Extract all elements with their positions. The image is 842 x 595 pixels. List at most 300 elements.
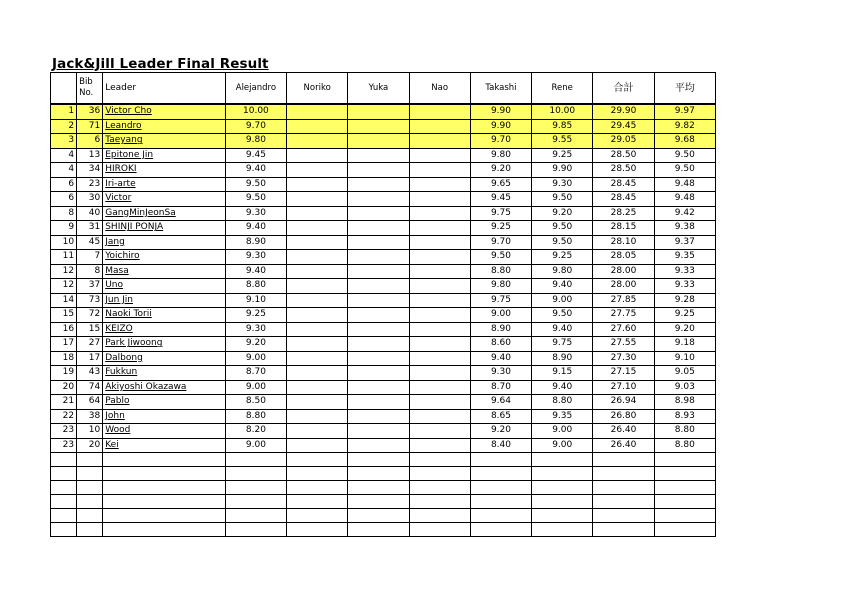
empty-cell bbox=[103, 481, 226, 495]
empty-cell bbox=[225, 523, 286, 537]
empty-cell bbox=[593, 495, 654, 509]
results-table bbox=[50, 72, 716, 537]
total-cell: 28.45 bbox=[593, 177, 654, 192]
score-alejandro-cell: 9.40 bbox=[225, 264, 286, 279]
empty-cell bbox=[654, 509, 715, 523]
leader-name-cell: HIROKI bbox=[103, 163, 226, 178]
empty-cell bbox=[51, 509, 77, 523]
empty-cell bbox=[654, 481, 715, 495]
leader-name-cell: Yoichiro bbox=[103, 250, 226, 265]
score-noriko-cell bbox=[287, 206, 348, 221]
rank-cell: 14 bbox=[51, 293, 77, 308]
rank-cell: 12 bbox=[51, 279, 77, 294]
bib-cell: 73 bbox=[77, 293, 103, 308]
leader-name-cell: Epitone Jin bbox=[103, 148, 226, 163]
table-row bbox=[51, 395, 716, 410]
score-noriko-cell bbox=[287, 235, 348, 250]
score-alejandro-cell: 9.50 bbox=[225, 177, 286, 192]
score-nao-cell bbox=[409, 438, 470, 453]
empty-cell bbox=[593, 481, 654, 495]
leader-name-cell: Naoki Torii bbox=[103, 308, 226, 323]
empty-row bbox=[51, 467, 716, 481]
score-alejandro-cell: 9.30 bbox=[225, 206, 286, 221]
score-rene-cell: 9.90 bbox=[532, 163, 593, 178]
score-yuka-cell bbox=[348, 409, 409, 424]
score-alejandro-cell: 9.40 bbox=[225, 221, 286, 236]
total-cell: 27.10 bbox=[593, 380, 654, 395]
score-yuka-cell bbox=[348, 351, 409, 366]
bib-cell: 34 bbox=[77, 163, 103, 178]
score-alejandro-cell: 8.70 bbox=[225, 366, 286, 381]
score-takashi-cell: 9.65 bbox=[470, 177, 531, 192]
score-noriko-cell bbox=[287, 409, 348, 424]
score-alejandro-cell: 9.30 bbox=[225, 250, 286, 265]
average-cell: 9.68 bbox=[654, 134, 715, 149]
score-nao-cell bbox=[409, 424, 470, 439]
empty-cell bbox=[409, 453, 470, 467]
bib-cell: 71 bbox=[77, 119, 103, 134]
empty-cell bbox=[77, 481, 103, 495]
empty-cell bbox=[470, 523, 531, 537]
score-noriko-cell bbox=[287, 134, 348, 149]
score-takashi-cell: 8.60 bbox=[470, 337, 531, 352]
rank-cell: 3 bbox=[51, 134, 77, 149]
table-row bbox=[51, 322, 716, 337]
bib-cell: 38 bbox=[77, 409, 103, 424]
table-row bbox=[51, 293, 716, 308]
bib-cell: 8 bbox=[77, 264, 103, 279]
empty-cell bbox=[77, 509, 103, 523]
empty-cell bbox=[225, 453, 286, 467]
bib-cell: 43 bbox=[77, 366, 103, 381]
score-alejandro-cell: 9.80 bbox=[225, 134, 286, 149]
bib-cell: 6 bbox=[77, 134, 103, 149]
empty-cell bbox=[103, 453, 226, 467]
score-nao-cell bbox=[409, 308, 470, 323]
total-cell: 28.10 bbox=[593, 235, 654, 250]
empty-cell bbox=[348, 453, 409, 467]
table-row bbox=[51, 380, 716, 395]
score-rene-cell: 9.40 bbox=[532, 380, 593, 395]
average-cell: 9.33 bbox=[654, 279, 715, 294]
rank-cell: 19 bbox=[51, 366, 77, 381]
score-takashi-cell: 8.80 bbox=[470, 264, 531, 279]
score-noriko-cell bbox=[287, 177, 348, 192]
empty-cell bbox=[103, 523, 226, 537]
score-yuka-cell bbox=[348, 337, 409, 352]
score-nao-cell bbox=[409, 293, 470, 308]
empty-row bbox=[51, 495, 716, 509]
table-row bbox=[51, 177, 716, 192]
empty-cell bbox=[593, 523, 654, 537]
score-nao-cell bbox=[409, 250, 470, 265]
empty-cell bbox=[103, 495, 226, 509]
rank-cell: 15 bbox=[51, 308, 77, 323]
empty-cell bbox=[532, 467, 593, 481]
empty-cell bbox=[470, 453, 531, 467]
score-takashi-cell: 9.30 bbox=[470, 366, 531, 381]
leader-name-cell: Kei bbox=[103, 438, 226, 453]
table-row bbox=[51, 279, 716, 294]
score-alejandro-cell: 9.10 bbox=[225, 293, 286, 308]
leader-name-cell: Dalbong bbox=[103, 351, 226, 366]
score-nao-cell bbox=[409, 351, 470, 366]
table-row bbox=[51, 438, 716, 453]
rank-cell: 2 bbox=[51, 119, 77, 134]
judge-header-rene: Rene bbox=[532, 73, 593, 105]
score-takashi-cell: 9.45 bbox=[470, 192, 531, 207]
score-alejandro-cell: 8.50 bbox=[225, 395, 286, 410]
score-nao-cell bbox=[409, 163, 470, 178]
score-yuka-cell bbox=[348, 424, 409, 439]
empty-cell bbox=[348, 523, 409, 537]
average-cell: 9.50 bbox=[654, 148, 715, 163]
score-nao-cell bbox=[409, 206, 470, 221]
score-yuka-cell bbox=[348, 322, 409, 337]
score-yuka-cell bbox=[348, 366, 409, 381]
table-row bbox=[51, 337, 716, 352]
score-rene-cell: 9.50 bbox=[532, 308, 593, 323]
empty-cell bbox=[77, 523, 103, 537]
score-noriko-cell bbox=[287, 438, 348, 453]
total-cell: 28.50 bbox=[593, 163, 654, 178]
empty-cell bbox=[654, 467, 715, 481]
leader-name-cell: Masa bbox=[103, 264, 226, 279]
score-rene-cell: 8.80 bbox=[532, 395, 593, 410]
score-rene-cell: 9.00 bbox=[532, 438, 593, 453]
score-rene-cell: 9.50 bbox=[532, 192, 593, 207]
score-noriko-cell bbox=[287, 104, 348, 119]
page-title: Jack&Jill Leader Final Result bbox=[52, 56, 269, 72]
score-rene-cell: 9.00 bbox=[532, 424, 593, 439]
empty-row bbox=[51, 453, 716, 467]
empty-cell bbox=[287, 481, 348, 495]
total-cell: 28.50 bbox=[593, 148, 654, 163]
score-alejandro-cell: 9.00 bbox=[225, 380, 286, 395]
average-header: 平均 bbox=[654, 73, 715, 105]
score-yuka-cell bbox=[348, 250, 409, 265]
empty-cell bbox=[532, 481, 593, 495]
score-yuka-cell bbox=[348, 177, 409, 192]
empty-cell bbox=[348, 495, 409, 509]
score-noriko-cell bbox=[287, 366, 348, 381]
rank-cell: 22 bbox=[51, 409, 77, 424]
empty-cell bbox=[593, 453, 654, 467]
table-row bbox=[51, 250, 716, 265]
score-takashi-cell: 9.70 bbox=[470, 235, 531, 250]
bib-cell: 30 bbox=[77, 192, 103, 207]
score-takashi-cell: 9.80 bbox=[470, 148, 531, 163]
score-noriko-cell bbox=[287, 424, 348, 439]
score-nao-cell bbox=[409, 221, 470, 236]
leader-name-cell: Jang bbox=[103, 235, 226, 250]
empty-cell bbox=[348, 509, 409, 523]
judge-header-alejandro: Alejandro bbox=[225, 73, 286, 105]
average-cell: 9.97 bbox=[654, 104, 715, 119]
empty-cell bbox=[532, 495, 593, 509]
leader-name-cell: Victor bbox=[103, 192, 226, 207]
total-cell: 28.45 bbox=[593, 192, 654, 207]
score-nao-cell bbox=[409, 279, 470, 294]
total-cell: 29.05 bbox=[593, 134, 654, 149]
score-rene-cell: 9.30 bbox=[532, 177, 593, 192]
table-row bbox=[51, 235, 716, 250]
empty-cell bbox=[470, 495, 531, 509]
leader-name-cell: Akiyoshi Okazawa bbox=[103, 380, 226, 395]
judge-header-nao: Nao bbox=[409, 73, 470, 105]
total-cell: 28.00 bbox=[593, 279, 654, 294]
score-alejandro-cell: 8.20 bbox=[225, 424, 286, 439]
empty-cell bbox=[287, 467, 348, 481]
leader-name-cell: Park Jiwoong bbox=[103, 337, 226, 352]
average-cell: 8.93 bbox=[654, 409, 715, 424]
score-noriko-cell bbox=[287, 192, 348, 207]
leader-name-cell: Taeyang bbox=[103, 134, 226, 149]
rank-cell: 20 bbox=[51, 380, 77, 395]
score-nao-cell bbox=[409, 235, 470, 250]
leader-name-cell: Uno bbox=[103, 279, 226, 294]
average-cell: 8.80 bbox=[654, 438, 715, 453]
score-alejandro-cell: 9.20 bbox=[225, 337, 286, 352]
score-nao-cell bbox=[409, 366, 470, 381]
rank-cell: 1 bbox=[51, 104, 77, 119]
bib-cell: 15 bbox=[77, 322, 103, 337]
score-takashi-cell: 9.70 bbox=[470, 134, 531, 149]
score-noriko-cell bbox=[287, 264, 348, 279]
average-cell: 9.25 bbox=[654, 308, 715, 323]
leader-name-cell: GangMinJeonSa bbox=[103, 206, 226, 221]
score-yuka-cell bbox=[348, 134, 409, 149]
table-row bbox=[51, 366, 716, 381]
bib-header: Bib No. bbox=[77, 73, 103, 105]
score-alejandro-cell: 9.70 bbox=[225, 119, 286, 134]
score-takashi-cell: 9.64 bbox=[470, 395, 531, 410]
score-takashi-cell: 9.80 bbox=[470, 279, 531, 294]
score-alejandro-cell: 8.80 bbox=[225, 279, 286, 294]
score-yuka-cell bbox=[348, 293, 409, 308]
table-row bbox=[51, 192, 716, 207]
score-noriko-cell bbox=[287, 337, 348, 352]
table-row bbox=[51, 351, 716, 366]
total-cell: 27.15 bbox=[593, 366, 654, 381]
empty-cell bbox=[287, 523, 348, 537]
score-nao-cell bbox=[409, 134, 470, 149]
average-cell: 9.10 bbox=[654, 351, 715, 366]
leader-name-cell: John bbox=[103, 409, 226, 424]
score-yuka-cell bbox=[348, 395, 409, 410]
score-nao-cell bbox=[409, 322, 470, 337]
table-row bbox=[51, 148, 716, 163]
empty-cell bbox=[225, 495, 286, 509]
average-cell: 9.50 bbox=[654, 163, 715, 178]
empty-cell bbox=[470, 467, 531, 481]
score-alejandro-cell: 9.00 bbox=[225, 438, 286, 453]
bib-cell: 74 bbox=[77, 380, 103, 395]
score-rene-cell: 8.90 bbox=[532, 351, 593, 366]
average-cell: 9.37 bbox=[654, 235, 715, 250]
bib-cell: 45 bbox=[77, 235, 103, 250]
score-nao-cell bbox=[409, 177, 470, 192]
score-noriko-cell bbox=[287, 322, 348, 337]
leader-name-cell: Victor Cho bbox=[103, 104, 226, 119]
average-cell: 9.82 bbox=[654, 119, 715, 134]
bib-cell: 37 bbox=[77, 279, 103, 294]
rank-cell: 16 bbox=[51, 322, 77, 337]
score-yuka-cell bbox=[348, 380, 409, 395]
score-rene-cell: 9.85 bbox=[532, 119, 593, 134]
rank-cell: 18 bbox=[51, 351, 77, 366]
total-cell: 28.05 bbox=[593, 250, 654, 265]
score-rene-cell: 9.40 bbox=[532, 322, 593, 337]
average-cell: 8.80 bbox=[654, 424, 715, 439]
average-cell: 9.38 bbox=[654, 221, 715, 236]
leader-header: Leader bbox=[103, 73, 226, 105]
bib-cell: 64 bbox=[77, 395, 103, 410]
score-takashi-cell: 9.25 bbox=[470, 221, 531, 236]
score-yuka-cell bbox=[348, 104, 409, 119]
table-row bbox=[51, 424, 716, 439]
score-nao-cell bbox=[409, 337, 470, 352]
average-cell: 9.42 bbox=[654, 206, 715, 221]
score-noriko-cell bbox=[287, 221, 348, 236]
leader-name-cell: SHINJI PONJA bbox=[103, 221, 226, 236]
score-takashi-cell: 8.70 bbox=[470, 380, 531, 395]
rank-cell: 21 bbox=[51, 395, 77, 410]
score-nao-cell bbox=[409, 192, 470, 207]
rank-cell: 8 bbox=[51, 206, 77, 221]
total-cell: 28.15 bbox=[593, 221, 654, 236]
bib-cell: 72 bbox=[77, 308, 103, 323]
leader-name-cell: Fukkun bbox=[103, 366, 226, 381]
score-yuka-cell bbox=[348, 438, 409, 453]
score-rene-cell: 9.35 bbox=[532, 409, 593, 424]
score-takashi-cell: 9.50 bbox=[470, 250, 531, 265]
empty-cell bbox=[348, 481, 409, 495]
empty-cell bbox=[287, 453, 348, 467]
score-yuka-cell bbox=[348, 235, 409, 250]
rank-header bbox=[51, 73, 77, 105]
score-nao-cell bbox=[409, 380, 470, 395]
score-yuka-cell bbox=[348, 308, 409, 323]
average-cell: 8.98 bbox=[654, 395, 715, 410]
leader-name-cell: KEIZO bbox=[103, 322, 226, 337]
score-rene-cell: 9.55 bbox=[532, 134, 593, 149]
bib-cell: 13 bbox=[77, 148, 103, 163]
empty-cell bbox=[470, 509, 531, 523]
score-yuka-cell bbox=[348, 264, 409, 279]
empty-cell bbox=[409, 523, 470, 537]
total-cell: 27.85 bbox=[593, 293, 654, 308]
total-cell: 28.00 bbox=[593, 264, 654, 279]
score-rene-cell: 9.15 bbox=[532, 366, 593, 381]
empty-cell bbox=[225, 467, 286, 481]
empty-cell bbox=[287, 509, 348, 523]
total-cell: 26.94 bbox=[593, 395, 654, 410]
empty-cell bbox=[409, 481, 470, 495]
score-rene-cell: 9.40 bbox=[532, 279, 593, 294]
empty-cell bbox=[593, 467, 654, 481]
table-row bbox=[51, 409, 716, 424]
table-row bbox=[51, 221, 716, 236]
bib-cell: 17 bbox=[77, 351, 103, 366]
leader-name-cell: Wood bbox=[103, 424, 226, 439]
empty-cell bbox=[103, 509, 226, 523]
average-cell: 9.18 bbox=[654, 337, 715, 352]
rank-cell: 12 bbox=[51, 264, 77, 279]
score-alejandro-cell: 9.45 bbox=[225, 148, 286, 163]
score-noriko-cell bbox=[287, 250, 348, 265]
score-noriko-cell bbox=[287, 293, 348, 308]
empty-cell bbox=[409, 495, 470, 509]
score-rene-cell: 9.20 bbox=[532, 206, 593, 221]
average-cell: 9.48 bbox=[654, 192, 715, 207]
average-cell: 9.48 bbox=[654, 177, 715, 192]
score-rene-cell: 9.50 bbox=[532, 235, 593, 250]
score-yuka-cell bbox=[348, 279, 409, 294]
score-yuka-cell bbox=[348, 206, 409, 221]
empty-cell bbox=[225, 509, 286, 523]
score-alejandro-cell: 9.25 bbox=[225, 308, 286, 323]
score-alejandro-cell: 10.00 bbox=[225, 104, 286, 119]
score-noriko-cell bbox=[287, 148, 348, 163]
score-takashi-cell: 8.40 bbox=[470, 438, 531, 453]
leader-name-cell: Iri-arte bbox=[103, 177, 226, 192]
rank-cell: 17 bbox=[51, 337, 77, 352]
average-cell: 9.20 bbox=[654, 322, 715, 337]
empty-cell bbox=[654, 453, 715, 467]
total-cell: 26.40 bbox=[593, 438, 654, 453]
header-row bbox=[51, 73, 716, 105]
empty-cell bbox=[287, 495, 348, 509]
judge-header-takashi: Takashi bbox=[470, 73, 531, 105]
empty-cell bbox=[470, 481, 531, 495]
score-takashi-cell: 9.75 bbox=[470, 206, 531, 221]
table-row bbox=[51, 134, 716, 149]
table-row bbox=[51, 163, 716, 178]
total-cell: 28.25 bbox=[593, 206, 654, 221]
score-takashi-cell: 9.90 bbox=[470, 104, 531, 119]
score-nao-cell bbox=[409, 395, 470, 410]
score-yuka-cell bbox=[348, 221, 409, 236]
score-yuka-cell bbox=[348, 163, 409, 178]
score-noriko-cell bbox=[287, 308, 348, 323]
score-yuka-cell bbox=[348, 192, 409, 207]
rank-cell: 4 bbox=[51, 163, 77, 178]
rank-cell: 23 bbox=[51, 424, 77, 439]
empty-cell bbox=[77, 453, 103, 467]
score-nao-cell bbox=[409, 409, 470, 424]
empty-cell bbox=[77, 467, 103, 481]
table-row bbox=[51, 206, 716, 221]
score-rene-cell: 9.00 bbox=[532, 293, 593, 308]
score-rene-cell: 9.80 bbox=[532, 264, 593, 279]
total-header: 合計 bbox=[593, 73, 654, 105]
score-yuka-cell bbox=[348, 148, 409, 163]
empty-cell bbox=[654, 523, 715, 537]
score-takashi-cell: 8.90 bbox=[470, 322, 531, 337]
empty-cell bbox=[348, 467, 409, 481]
score-rene-cell: 9.75 bbox=[532, 337, 593, 352]
average-cell: 9.33 bbox=[654, 264, 715, 279]
score-rene-cell: 10.00 bbox=[532, 104, 593, 119]
score-rene-cell: 9.50 bbox=[532, 221, 593, 236]
score-noriko-cell bbox=[287, 163, 348, 178]
empty-cell bbox=[409, 509, 470, 523]
score-nao-cell bbox=[409, 119, 470, 134]
empty-cell bbox=[51, 495, 77, 509]
score-alejandro-cell: 8.80 bbox=[225, 409, 286, 424]
score-noriko-cell bbox=[287, 380, 348, 395]
